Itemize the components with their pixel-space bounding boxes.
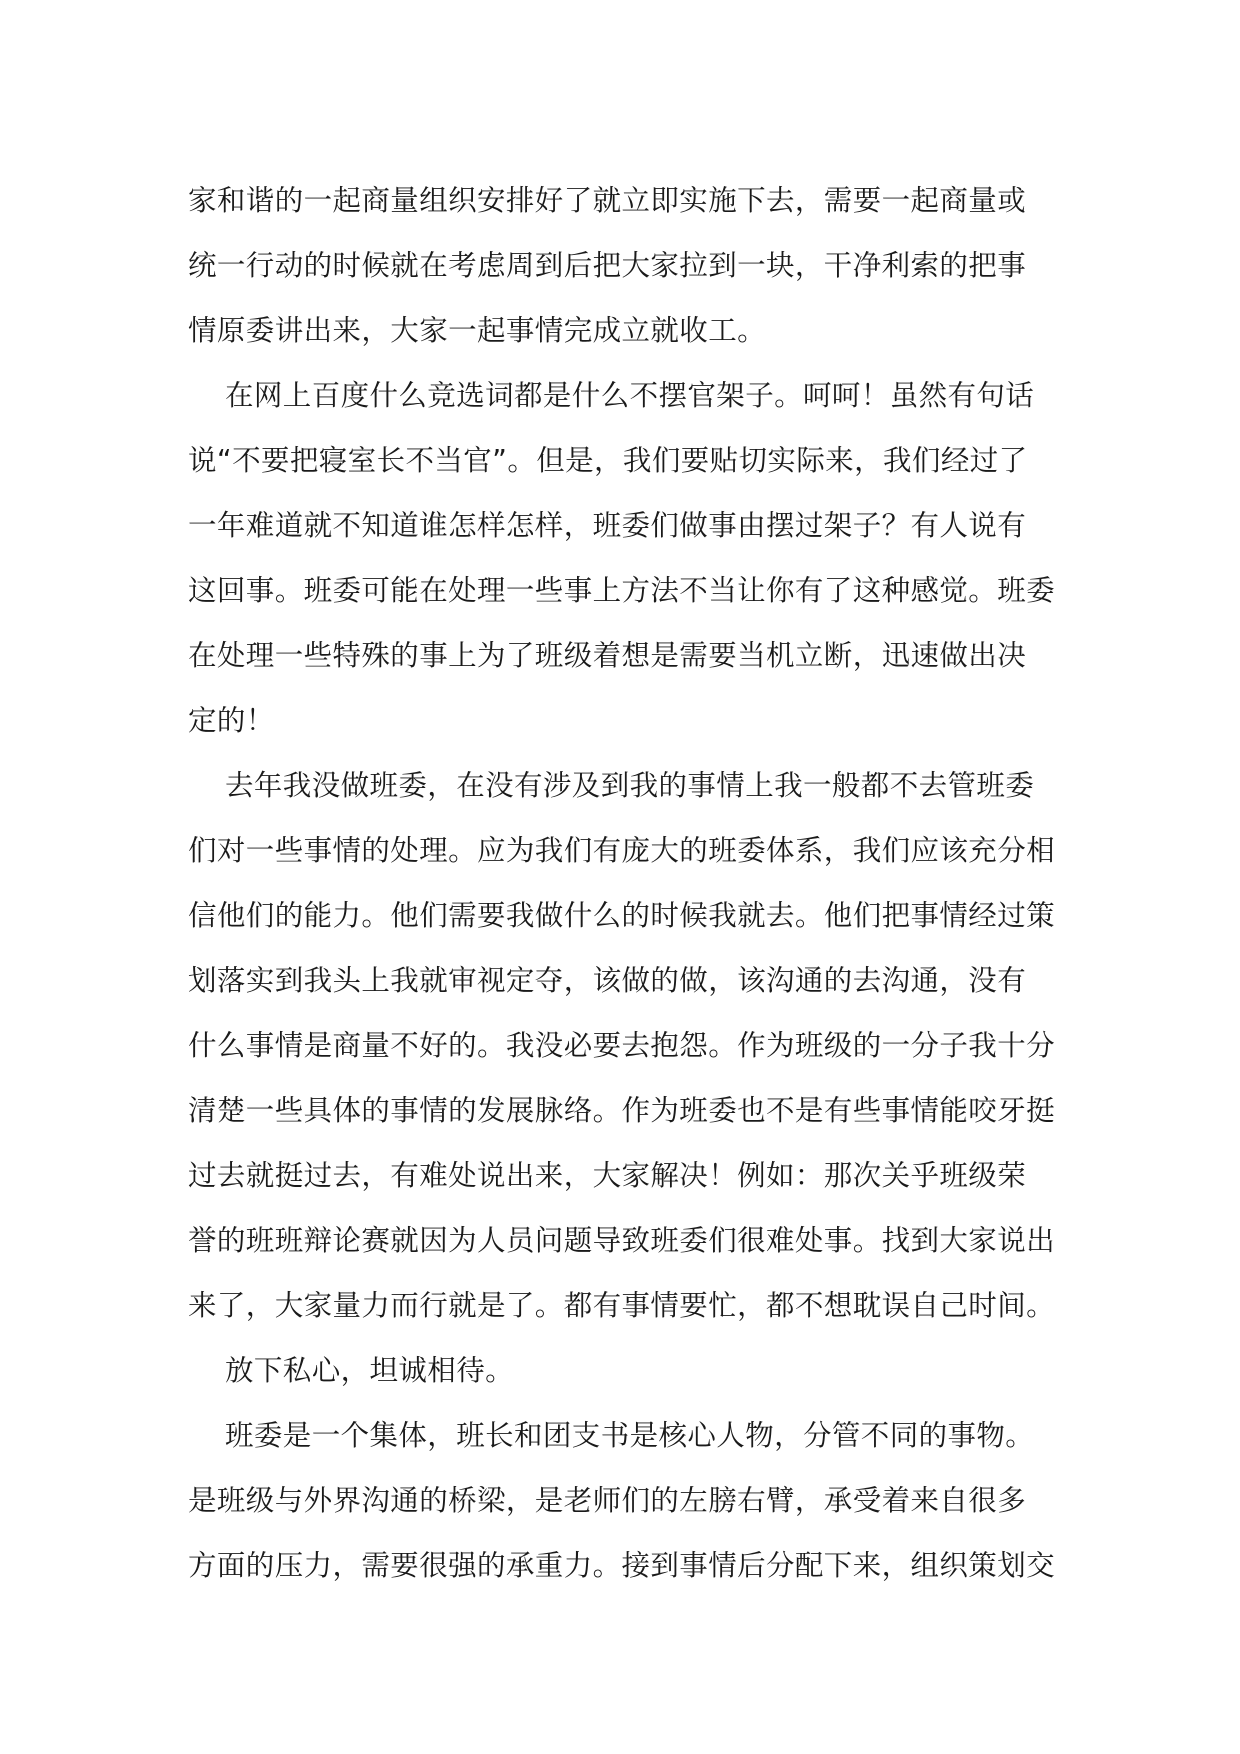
text-line: 情原委讲出来，大家一起事情完成立就收工。	[188, 314, 767, 347]
text-line: 们对一些事情的处理。应为我们有庞大的班委体系，我们应该充分相	[188, 834, 1056, 867]
text-line: 来了，大家量力而行就是了。都有事情要忙，都不想耽误自己时间。	[188, 1289, 1056, 1322]
text-line: 划落实到我头上我就审视定夺，该做的做，该沟通的去沟通，没有	[188, 964, 1027, 997]
text-line: 定的！	[188, 704, 275, 737]
paragraph-start-line: 班委是一个集体，班长和团支书是核心人物，分管不同的事物。	[225, 1419, 1035, 1452]
text-line: 在处理一些特殊的事上为了班级着想是需要当机立断，迅速做出决	[188, 639, 1027, 672]
body-text	[188, 168, 1068, 1598]
paragraph-start-line: 在网上百度什么竞选词都是什么不摆官架子。呵呵！虽然有句话	[225, 379, 1035, 412]
text-line: 这回事。班委可能在处理一些事上方法不当让你有了这种感觉。班委	[188, 574, 1056, 607]
text-line: 方面的压力，需要很强的承重力。接到事情后分配下来，组织策划交	[188, 1549, 1056, 1582]
text-line: 一年难道就不知道谁怎样怎样，班委们做事由摆过架子？有人说有	[188, 509, 1027, 542]
text-line: 誉的班班辩论赛就因为人员问题导致班委们很难处事。找到大家说出	[188, 1224, 1056, 1257]
text-line: 信他们的能力。他们需要我做什么的时候我就去。他们把事情经过策	[188, 899, 1056, 932]
paragraph-start-line: 放下私心，坦诚相待。	[225, 1354, 515, 1387]
text-line: 过去就挺过去，有难处说出来，大家解决！例如：那次关乎班级荣	[188, 1159, 1027, 1192]
text-line: 说“不要把寝室长不当官”。但是，我们要贴切实际来，我们经过了	[188, 444, 1028, 477]
text-line: 什么事情是商量不好的。我没必要去抱怨。作为班级的一分子我十分	[188, 1029, 1056, 1062]
paragraph-start-line: 去年我没做班委，在没有涉及到我的事情上我一般都不去管班委	[225, 769, 1035, 802]
text-line: 清楚一些具体的事情的发展脉络。作为班委也不是有些事情能咬牙挺	[188, 1094, 1056, 1127]
text-line: 统一行动的时候就在考虑周到后把大家拉到一块，干净利索的把事	[188, 249, 1027, 282]
text-line: 家和谐的一起商量组织安排好了就立即实施下去，需要一起商量或	[188, 184, 1027, 217]
text-line: 是班级与外界沟通的桥梁，是老师们的左膀右臂，承受着来自很多	[188, 1484, 1027, 1517]
